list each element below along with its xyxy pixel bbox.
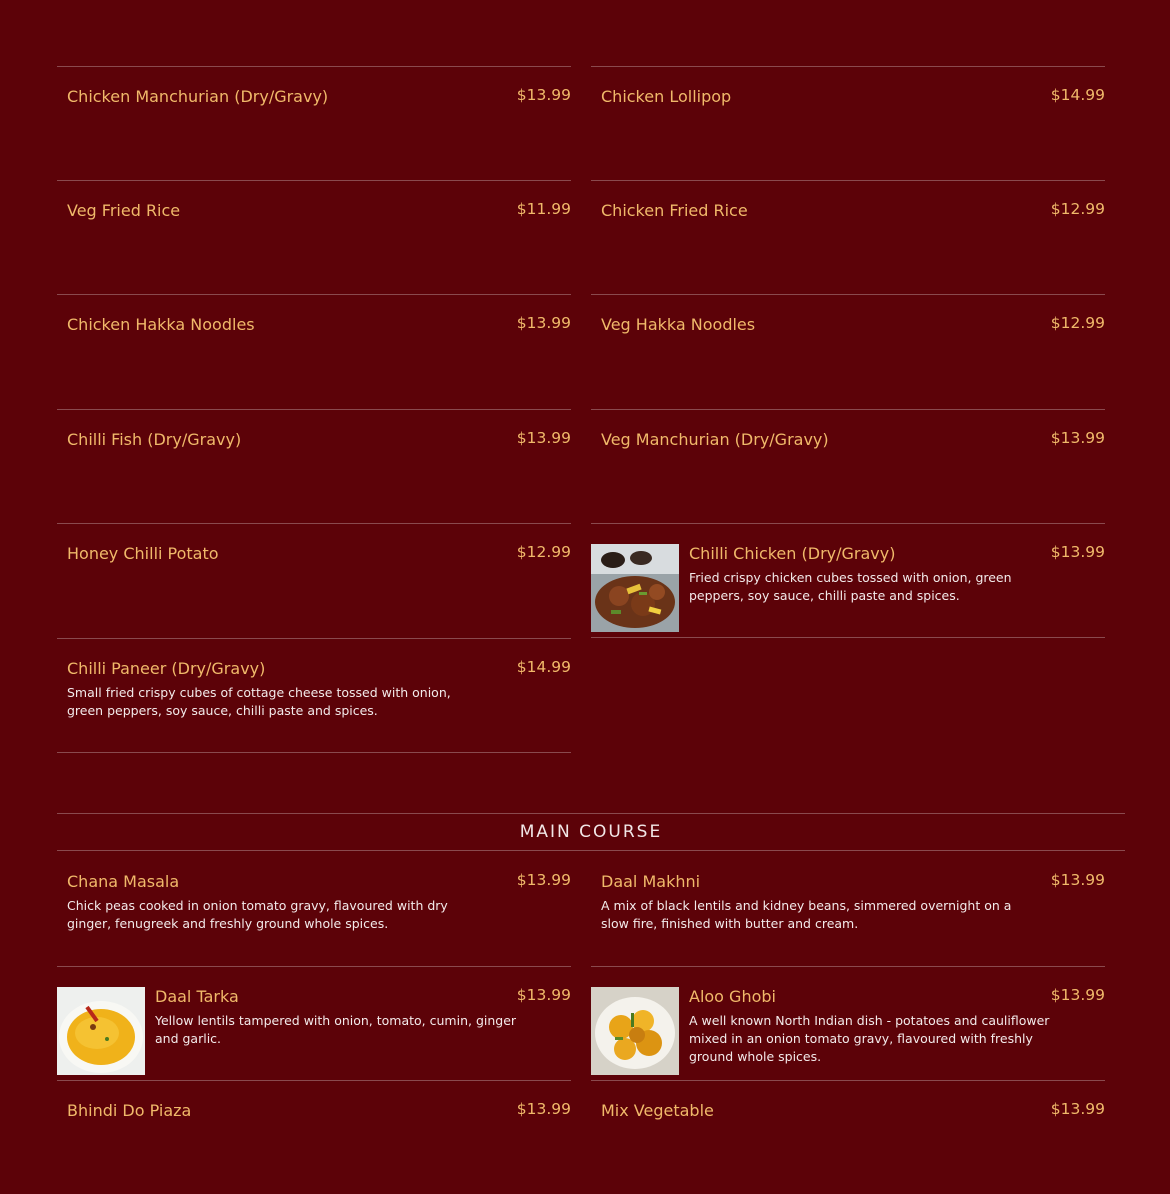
item-price: $12.99 (1050, 314, 1105, 332)
menu-item[interactable] (57, 180, 571, 294)
item-price: $13.99 (516, 314, 571, 332)
item-price: $13.99 (516, 871, 571, 889)
menu-item[interactable] (57, 409, 571, 523)
chilli-chicken-image[interactable] (591, 544, 679, 632)
menu-item[interactable] (591, 409, 1105, 523)
menu-item[interactable] (57, 66, 571, 180)
item-description: Yellow lentils tampered with onion, tomato, cumin, ginger and garlic. (155, 1013, 517, 1046)
menu-item[interactable] (591, 294, 1105, 408)
item-name: Daal Makhni (601, 872, 701, 891)
item-price: $13.99 (1050, 871, 1105, 889)
item-price: $13.99 (1050, 1100, 1105, 1118)
item-name: Chilli Fish (Dry/Gravy) (67, 430, 242, 449)
item-name: Aloo Ghobi (689, 987, 776, 1006)
menu-item[interactable] (591, 180, 1105, 294)
menu-item[interactable] (57, 966, 571, 1080)
item-name: Veg Hakka Noodles (601, 315, 756, 334)
item-name: Chicken Manchurian (Dry/Gravy) (67, 87, 329, 106)
item-price: $13.99 (516, 429, 571, 447)
section-heading-main-course (57, 813, 1125, 851)
item-price: $12.99 (1050, 200, 1105, 218)
menu-item[interactable] (591, 1080, 1105, 1194)
item-price: $14.99 (516, 658, 571, 676)
menu-item[interactable] (57, 1080, 571, 1194)
item-name: Veg Fried Rice (67, 201, 181, 220)
item-description: A well known North Indian dish - potatoes and cauliflower mixed in an onion tomato gravy, flavoured with freshly ground whole spices. (689, 1013, 1050, 1064)
item-name: Bhindi Do Piaza (67, 1101, 192, 1120)
item-name: Veg Manchurian (Dry/Gravy) (601, 430, 829, 449)
item-price: $13.99 (516, 986, 571, 1004)
menu-item[interactable] (591, 523, 1105, 638)
menu-item[interactable] (591, 66, 1105, 180)
menu-item[interactable] (57, 852, 571, 966)
daal-tarka-image[interactable] (57, 987, 145, 1075)
aloo-ghobi-image[interactable] (591, 987, 679, 1075)
item-price: $14.99 (1050, 86, 1105, 104)
item-price: $13.99 (516, 86, 571, 104)
item-name: Chilli Chicken (Dry/Gravy) (689, 544, 896, 563)
item-name: Chana Masala (67, 872, 180, 891)
item-price: $13.99 (1050, 986, 1105, 1004)
item-name: Mix Vegetable (601, 1101, 714, 1120)
menu-item[interactable] (57, 523, 571, 637)
item-description: Small fried crispy cubes of cottage cheese tossed with onion, green peppers, soy sauce, chilli paste and spices. (67, 685, 451, 718)
item-name: Honey Chilli Potato (67, 544, 219, 563)
item-name: Chicken Lollipop (601, 87, 732, 106)
section-heading-label: MAIN COURSE (519, 822, 663, 842)
item-description: A mix of black lentils and kidney beans, simmered overnight on a slow fire, finished with butter and cream. (601, 898, 1012, 931)
menu-item[interactable] (57, 294, 571, 408)
item-description: Chick peas cooked in onion tomato gravy, flavoured with dry ginger, fenugreek and freshly ground whole spices. (67, 898, 448, 931)
menu-item[interactable] (591, 966, 1105, 1080)
menu-item[interactable] (591, 852, 1105, 966)
item-description: Fried crispy chicken cubes tossed with onion, green peppers, soy sauce, chilli paste and spices. (689, 570, 1012, 603)
item-price: $12.99 (516, 543, 571, 561)
item-price: $13.99 (1050, 429, 1105, 447)
item-name: Chilli Paneer (Dry/Gravy) (67, 659, 266, 678)
menu-item[interactable] (57, 638, 571, 753)
item-price: $13.99 (1050, 543, 1105, 561)
item-name: Daal Tarka (155, 987, 239, 1006)
item-name: Chicken Hakka Noodles (67, 315, 255, 334)
item-price: $13.99 (516, 1100, 571, 1118)
item-name: Chicken Fried Rice (601, 201, 748, 220)
item-price: $11.99 (516, 200, 571, 218)
